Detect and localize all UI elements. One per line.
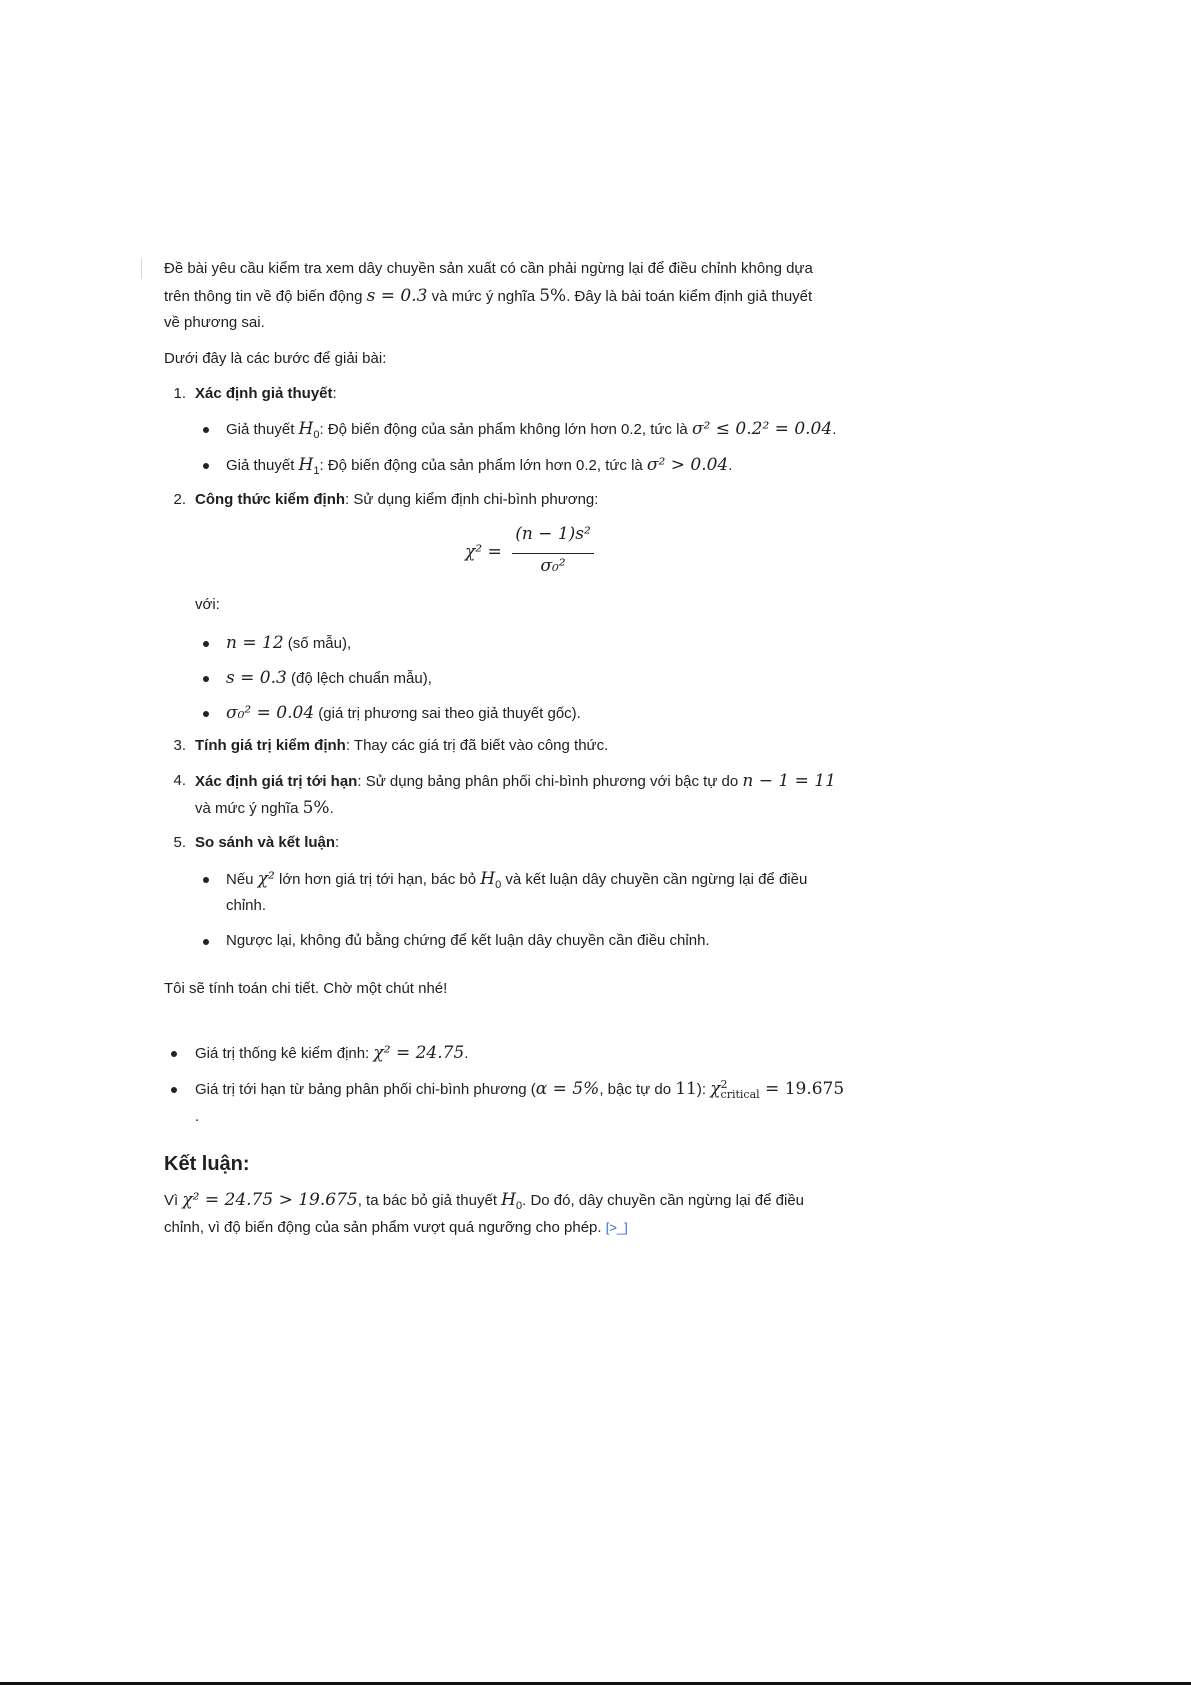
conclusion-heading: Kết luận: <box>164 1153 250 1175</box>
intro-line-2: trên thông tin về độ biến động s = 0.3 và mức ý nghĩa 5%. Đây là bài toán kiểm định giả thuyết <box>164 286 813 306</box>
wait-message: Tôi sẽ tính toán chi tiết. Chờ một chút nhé! <box>164 980 448 997</box>
decision-rule-accept: Ngược lại, không đủ bằng chứng để kết luận dây chuyền cần điều chỉnh. <box>226 932 710 949</box>
bullet <box>171 1051 177 1057</box>
hypothesis-h1: Giả thuyết $H_1$: Độ biến động của sản phẩm lớn hơn 0.2, tức là σ² > 0.04. <box>226 455 733 477</box>
left-margin-marker <box>141 259 142 279</box>
step-1-number: 1. <box>173 385 186 402</box>
step-1-heading: Xác định giả thuyết: <box>195 385 337 402</box>
step-5-number: 5. <box>173 834 186 851</box>
variable-s: s = 0.3 (độ lệch chuẩn mẫu), <box>226 668 432 688</box>
step-5-heading: So sánh và kết luận: <box>195 834 340 851</box>
step-3-heading: Tính giá trị kiểm định: Thay các giá trị đã biết vào công thức. <box>195 737 609 754</box>
result-critical-value: Giá trị tới hạn từ bảng phân phối chi-bình phương (α = 5%, bậc tự do 11): χ 2 critical = 19.675 <box>195 1078 845 1102</box>
result-critical-value-end: . <box>195 1108 200 1125</box>
step-4-number: 4. <box>173 772 186 789</box>
hypothesis-h0: Giả thuyết $H_0$: Độ biến động của sản phẩm không lớn hơn 0.2, tức là σ² ≤ 0.2² = 0.04. <box>226 419 837 441</box>
step-2-number: 2. <box>173 491 186 508</box>
bullet <box>203 676 209 682</box>
math-h1-condition: σ² > 0.04 <box>646 455 729 475</box>
chi-square-formula: χ² = (n − 1)s² σ₀² <box>462 524 602 584</box>
conclusion-line-1: Vì χ² = 24.75 > 19.675, ta bác bỏ giả thuyết $H_0$. Do đó, dây chuyền cần ngừng lại để điều <box>164 1190 805 1212</box>
code-citation-link[interactable]: [>_] <box>605 1220 628 1235</box>
bullet <box>203 641 209 647</box>
bullet <box>203 939 209 945</box>
steps-intro: Dưới đây là các bước để giải bài: <box>164 350 387 367</box>
bullet <box>203 711 209 717</box>
conclusion-line-2: chỉnh, vì độ biến động của sản phẩm vượt quá ngưỡng cho phép. [>_] <box>164 1219 628 1236</box>
step-2-heading: Công thức kiểm định: Sử dụng kiểm định chi-bình phương: <box>195 491 599 508</box>
bullet <box>203 427 209 433</box>
math-h0-condition: σ² ≤ 0.2² = 0.04 <box>691 419 833 439</box>
intro-line-3: về phương sai. <box>164 314 265 331</box>
bullet <box>171 1087 177 1093</box>
bullet <box>203 877 209 883</box>
decision-rule-reject: Nếu χ² lớn hơn giá trị tới hạn, bác bỏ $H_0$ và kết luận dây chuyền cần ngừng lại để điều <box>226 869 808 891</box>
variable-sigma0: σ₀² = 0.04 (giá trị phương sai theo giả thuyết gốc). <box>226 703 581 723</box>
intro-line-1: Đề bài yêu cầu kiểm tra xem dây chuyền sản xuất có cần phải ngừng lại để điều chỉnh không dựa <box>164 260 813 277</box>
math-significance: 5% <box>539 286 567 306</box>
with-label: với: <box>195 596 220 613</box>
step-4-line-2: và mức ý nghĩa 5%. <box>195 798 334 818</box>
step-3-number: 3. <box>173 737 186 754</box>
math-degrees-of-freedom: n − 1 = 11 <box>742 771 836 791</box>
math-s-value: s = 0.3 <box>366 286 428 306</box>
math-comparison: χ² = 24.75 > 19.675 <box>182 1190 358 1210</box>
result-test-statistic: Giá trị thống kê kiểm định: χ² = 24.75. <box>195 1043 469 1063</box>
bullet <box>203 463 209 469</box>
decision-rule-reject-cont: chỉnh. <box>226 897 267 914</box>
step-4-heading: Xác định giá trị tới hạn: Sử dụng bảng phân phối chi-bình phương với bậc tự do n − 1 = 11 <box>195 771 836 791</box>
fraction-bar <box>512 553 594 554</box>
variable-n: n = 12 (số mẫu), <box>226 633 352 653</box>
